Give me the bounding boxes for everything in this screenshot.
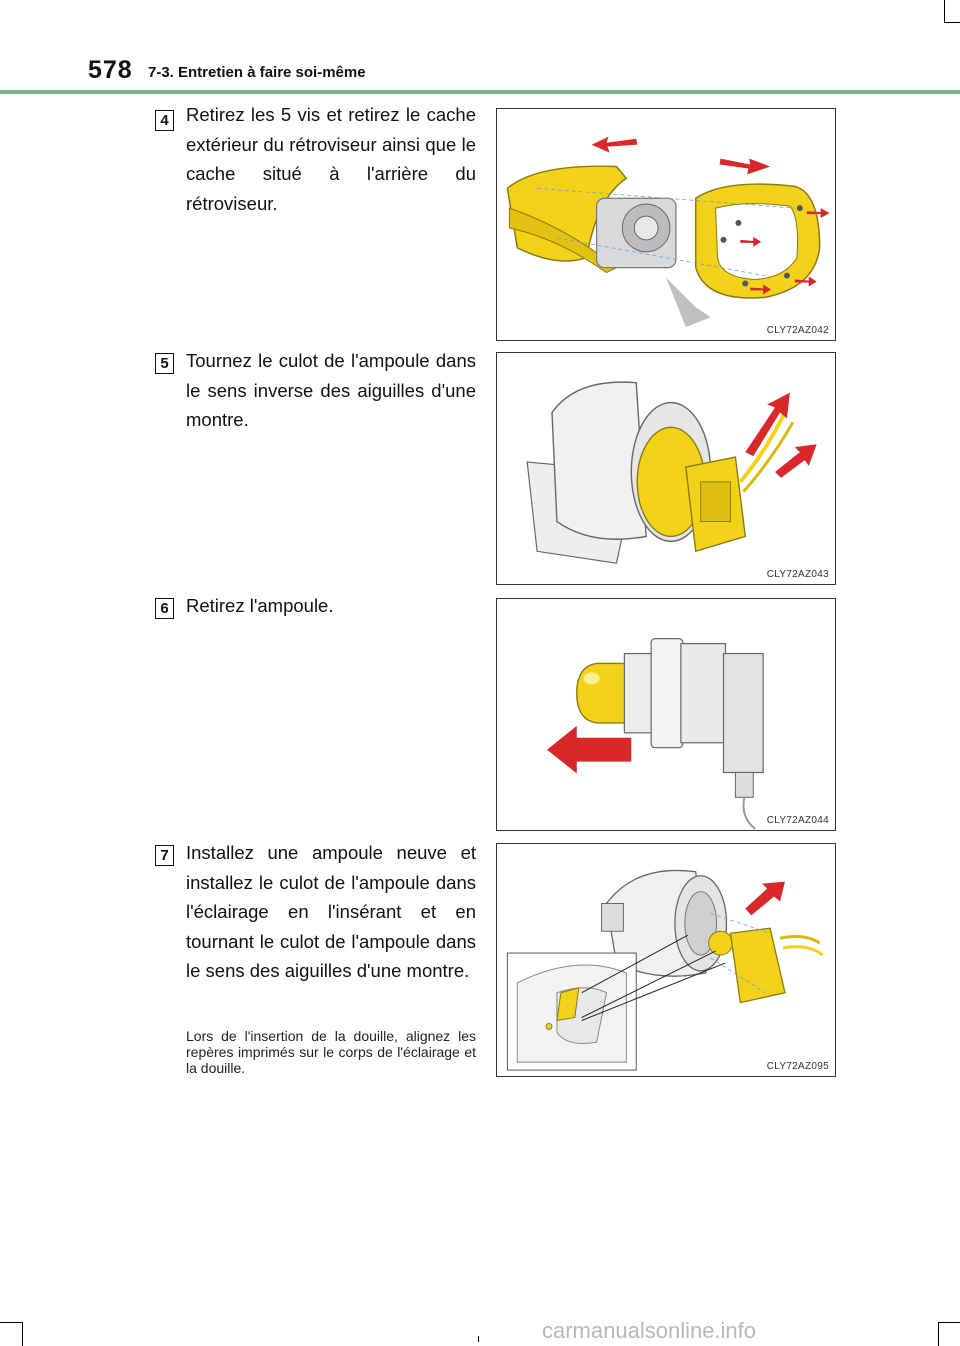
bulb-install-illustration xyxy=(497,844,835,1076)
step-instruction: Tournez le culot de l'ampoule dans le sens inverse des aiguilles d'une montre. xyxy=(186,350,476,430)
socket-turn-illustration xyxy=(497,353,835,584)
page-header xyxy=(88,52,960,86)
header-rule xyxy=(0,90,960,94)
bulb-removal-illustration xyxy=(497,599,835,830)
step-note: Lors de l'insertion de la douille, alignez les repères imprimés sur le corps de l'éclairage et la douille. xyxy=(186,1028,476,1076)
step-number-badge: 7 xyxy=(155,845,174,866)
step-number-badge: 5 xyxy=(155,353,174,374)
section-title: 7-3. Entretien à faire soi-même xyxy=(148,64,366,81)
crop-mark xyxy=(944,0,945,22)
crop-mark xyxy=(478,1336,479,1342)
crop-mark xyxy=(22,1322,23,1346)
crop-mark xyxy=(0,1322,22,1323)
crop-mark xyxy=(938,1322,939,1346)
step-instruction: Retirez les 5 vis et retirez le cache extérieur du rétroviseur ainsi que le cache situé à l'arrière du rétroviseur. xyxy=(186,104,476,214)
page-number: 578 xyxy=(88,56,133,84)
figure-bulb-installation xyxy=(496,843,836,1077)
figure-bulb-socket-turn xyxy=(496,352,836,585)
crop-mark xyxy=(944,22,960,23)
figure-code: CLY72AZ043 xyxy=(766,569,829,580)
figure-bulb-removal xyxy=(496,598,836,831)
crop-mark xyxy=(938,1322,960,1323)
step-instruction: Retirez l'ampoule. xyxy=(186,595,334,616)
figure-code: CLY72AZ042 xyxy=(766,325,829,336)
figure-code: CLY72AZ095 xyxy=(766,1061,829,1072)
watermark: carmanualsonline.info xyxy=(542,1318,757,1343)
mirror-cover-illustration xyxy=(497,109,835,340)
figure-code: CLY72AZ044 xyxy=(766,815,829,826)
figure-mirror-cover-removal xyxy=(496,108,836,341)
step-number-badge: 6 xyxy=(155,598,174,619)
step-number-badge: 4 xyxy=(155,110,174,131)
step-instruction: Installez une ampoule neuve et installez le culot de l'ampoule dans l'éclairage en l'insérant et en tournant le culot de l'ampoule dans le sens des aiguilles d'une montre. xyxy=(186,842,476,981)
